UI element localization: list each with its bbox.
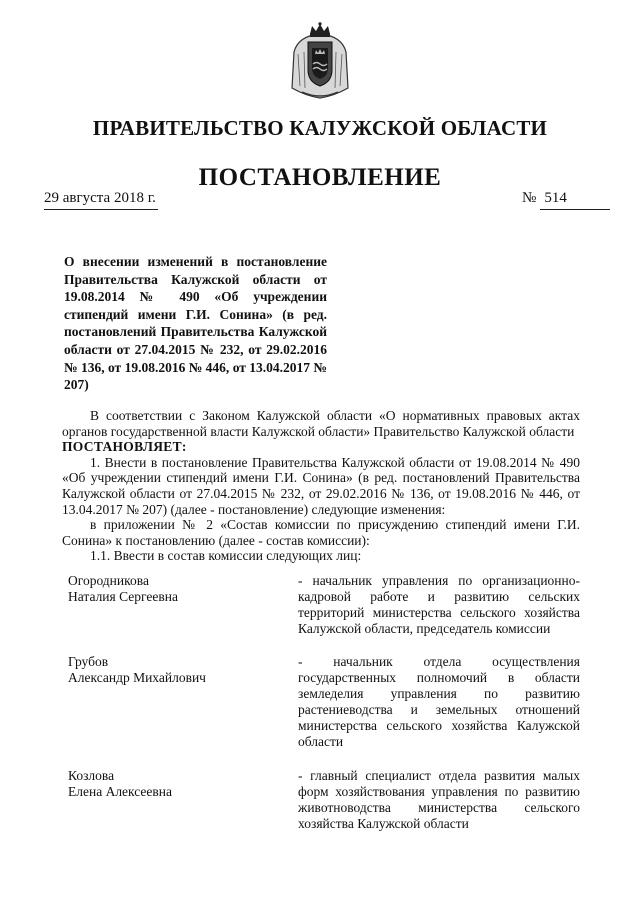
date-underline <box>44 209 158 210</box>
preamble-paragraph: В соответствии с Законом Калужской области «О нормативных правовых актах органов государственной власти Калужской области» Правительство Калужской области <box>62 408 580 439</box>
decree-word: ПОСТАНОВЛЯЕТ: <box>62 439 187 455</box>
member-name-3 <box>68 768 172 800</box>
member-description-1: - начальник управления по организационно-кадровой работе и развитию сельских территорий министерства сельского хозяйства Калужской области, председатель комиссии <box>298 573 580 636</box>
member-surname: Козлова <box>68 768 115 783</box>
member-surname: Огородникова <box>68 573 149 588</box>
document-body <box>62 408 580 564</box>
member-given-name: Наталия Сергеевна <box>68 589 178 604</box>
number-underline <box>540 209 610 210</box>
member-surname: Грубов <box>68 654 109 669</box>
document-number <box>522 190 567 207</box>
item-1-1-paragraph: 1.1. Ввести в состав комиссии следующих лиц: <box>90 548 362 564</box>
document-date: 29 августа 2018 г. <box>44 190 156 206</box>
member-description-2: - начальник отдела осуществления государственных полномочий в области земледелия управления по развитию растениеводства и земельных отношений министерства сельского хозяйства Калужской области <box>298 654 580 749</box>
member-name-2 <box>68 654 206 686</box>
member-given-name: Александр Михайлович <box>68 670 206 685</box>
number-label: № <box>522 190 537 206</box>
coat-of-arms-icon <box>288 22 352 100</box>
document-type-title: ПОСТАНОВЛЕНИЕ <box>198 164 442 191</box>
member-given-name: Елена Алексеевна <box>68 784 172 799</box>
number-value: 514 <box>544 190 567 206</box>
organization-title: ПРАВИТЕЛЬСТВО КАЛУЖСКОЙ ОБЛАСТИ <box>92 116 548 140</box>
document-subject: О внесении изменений в постановление Правительства Калужской области от 19.08.2014 № 490 «Об учреждении стипендий имени Г.И. Сонина» (в ред. постановлений Правительства Калужской области от 27.04.2015 № 232, от 29.02.2016 № 136, от 19.08.2016 № 446, от 13.04.2017 № 207) <box>64 254 327 393</box>
item-1-paragraph: 1. Внести в постановление Правительства Калужской области от 19.08.2014 № 490 «Об учреждении стипендий имени Г.И. Сонина» (в ред. постановлений Правительства Калужской области от 27.04.2015 № 232, от 29.02.2016 № 136, от 19.08.2016 № 446, от 13.04.2017 № 207) (далее - постановление) следующие изменения: <box>62 454 580 517</box>
member-description-3: - главный специалист отдела развития малых форм хозяйствования управления по развитию животноводства министерства сельского хозяйства Калужской области <box>298 768 580 831</box>
member-name-1 <box>68 573 178 605</box>
appendix-paragraph: в приложении № 2 «Состав комиссии по присуждению стипендий имени Г.И. Сонина» к постановлению (далее - состав комиссии): <box>62 517 580 548</box>
